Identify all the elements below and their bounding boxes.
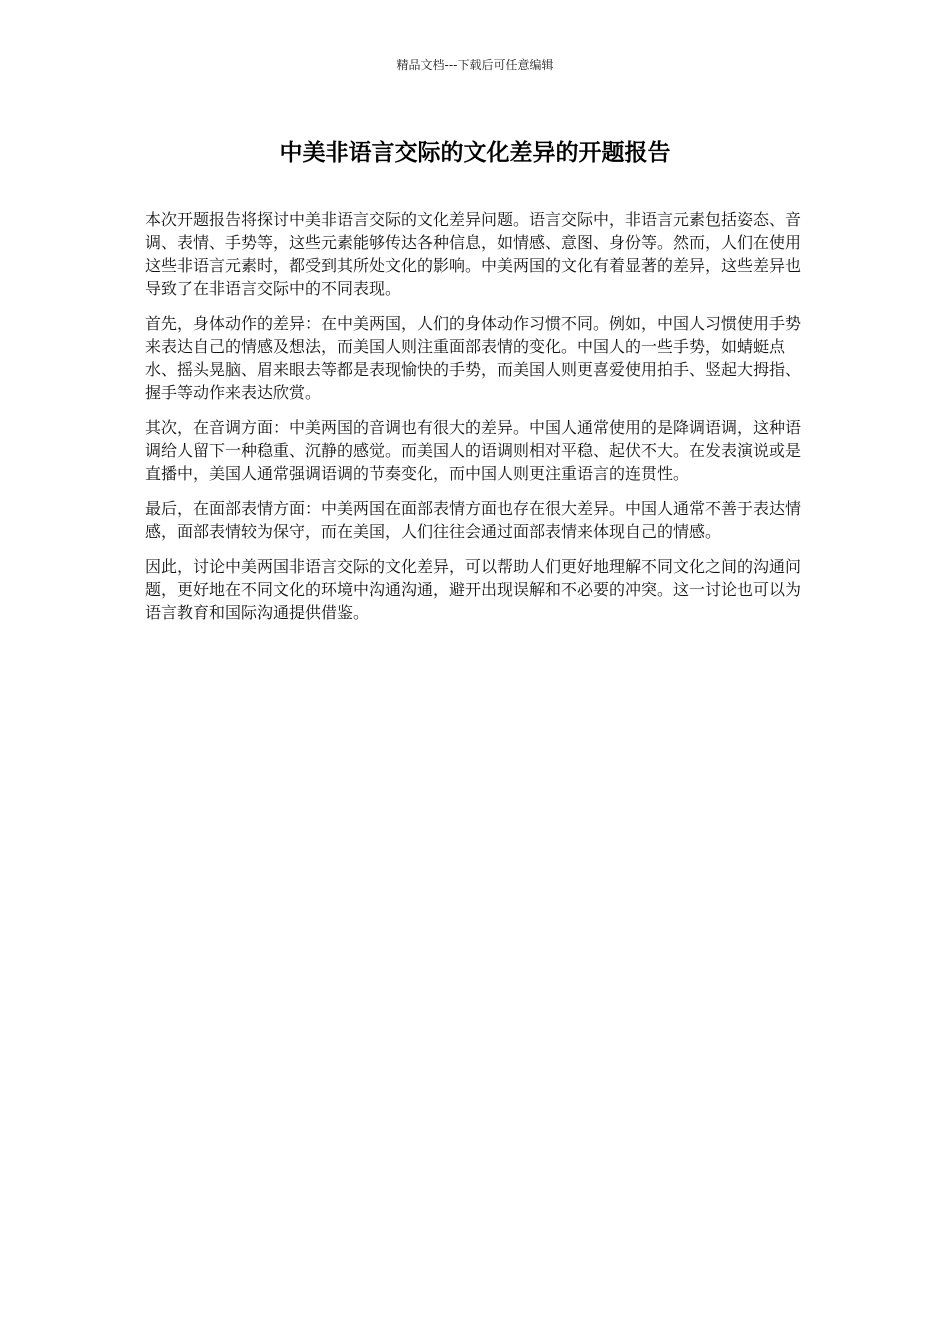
paragraph-conclusion: 因此，讨论中美两国非语言交际的文化差异，可以帮助人们更好地理解不同文化之间的沟通问题，更好地在不同文化的环境中沟通沟通，避开出现误解和不必要的冲突。这一讨论也可以为语言教育和国际沟通提供借鉴。 bbox=[145, 557, 802, 622]
paragraph-intro: 本次开题报告将探讨中美非语言交际的文化差异问题。语言交际中，非语言元素包括姿态、音调、表情、手势等，这些元素能够传达各种信息，如情感、意图、身份等。然而，人们在使用这些非语言元素时，都受到其所处文化的影响。中美两国的文化有着显著的差异，这些差异也导致了在非语言交际中的不同表现。 bbox=[145, 210, 802, 298]
paragraph-facial-expression: 最后，在面部表情方面：中美两国在面部表情方面也存在很大差异。中国人通常不善于表达情感，面部表情较为保守，而在美国，人们往往会通过面部表情来体现自己的情感。 bbox=[145, 499, 802, 541]
document-body bbox=[145, 208, 810, 636]
document-title: 中美非语言交际的文化差异的开题报告 bbox=[279, 140, 671, 166]
paragraph-tone: 其次，在音调方面：中美两国的音调也有很大的差异。中国人通常使用的是降调语调，这种语调给人留下一种稳重、沉静的感觉。而美国人的语调则相对平稳、起伏不大。在发表演说或是直播中，美国人通常强调语调的节奏变化，而中国人则更注重语言的连贯性。 bbox=[145, 418, 802, 483]
header-note: 精品文档---下载后可任意编辑 bbox=[396, 58, 554, 72]
paragraph-body-movement: 首先，身体动作的差异：在中美两国，人们的身体动作习惯不同。例如，中国人习惯使用手势来表达自己的情感及想法，而美国人则注重面部表情的变化。中国人的一些手势，如蜻蜓点水、摇头晃脑、眉来眼去等都是表现愉快的手势，而美国人则更喜爱使用拍手、竖起大拇指、握手等动作来表达欣赏。 bbox=[145, 314, 802, 402]
